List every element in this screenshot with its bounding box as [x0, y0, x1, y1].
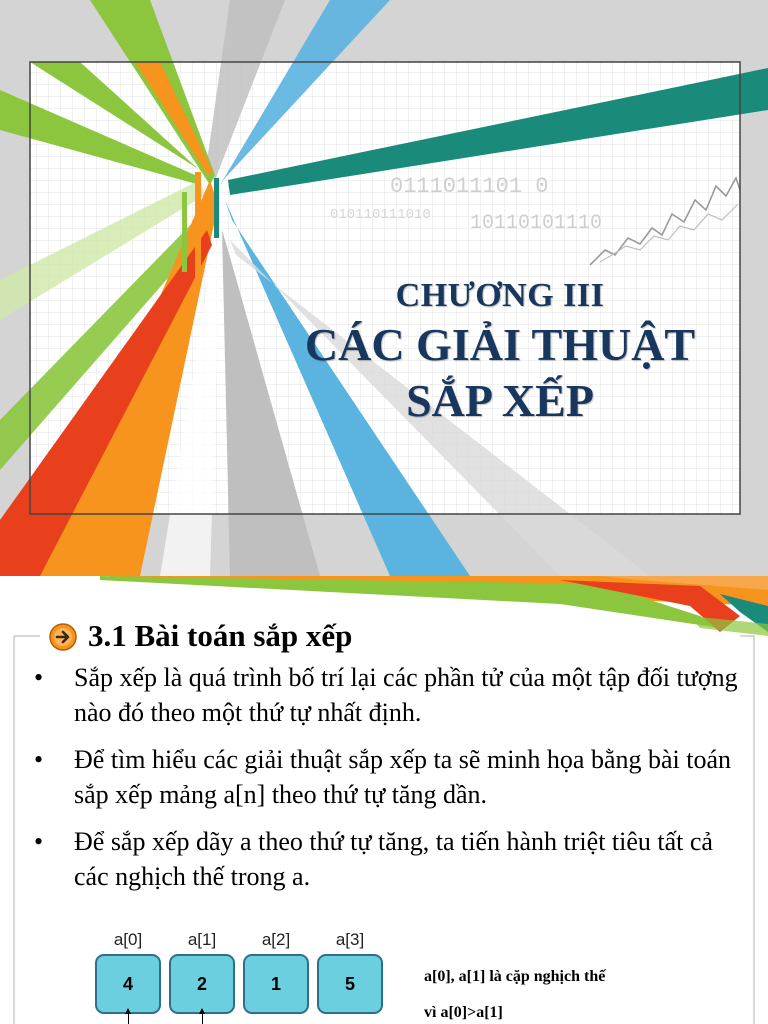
arrow-right-circle-icon — [48, 622, 78, 652]
array-cell: 5 — [317, 954, 383, 1014]
array-index-label: a[0] — [113, 930, 143, 949]
array-cell: 4 — [95, 954, 161, 1014]
binary-text-1: 0111011101 0 — [390, 174, 549, 199]
binary-text-2: 10110101110 — [470, 212, 603, 235]
bullet-list — [28, 660, 738, 906]
chapter-label: CHƯƠNG III — [395, 277, 605, 314]
title-block — [300, 276, 700, 428]
binary-text-3: 010110111010 — [330, 207, 431, 223]
bullet-dot: • — [34, 827, 44, 856]
inversion-note-line-1: a[0], a[1] là cặp nghịch thế — [424, 968, 606, 985]
array-cell: 2 — [169, 954, 235, 1014]
list-item — [28, 824, 738, 894]
section-heading-text: 3.1 Bài toán sắp xếp — [88, 618, 353, 653]
title-line-1: CÁC GIẢI THUẬT — [304, 319, 696, 370]
content-slide — [0, 576, 768, 1024]
pointer-arrow — [202, 1012, 203, 1024]
inversion-note-line-2: vì a[0]>a[1] — [424, 1004, 503, 1021]
array-index-label: a[3] — [335, 930, 365, 949]
bullet-text-3: Để sắp xếp dãy a theo thứ tự tăng, ta tiến hành triệt tiêu tất cả các nghịch thế trong a. — [74, 827, 713, 891]
list-item — [28, 660, 738, 730]
bullet-dot: • — [34, 745, 44, 774]
title-line-2: SẮP XẾP — [406, 375, 594, 426]
bullet-text-1: Sắp xếp là quá trình bố trí lại các phần tử của một tập đối tượng nào đó theo một thứ tự nhất định. — [74, 663, 738, 727]
array-index-label: a[1] — [187, 930, 217, 949]
pointer-arrow — [128, 1012, 129, 1024]
list-item — [28, 742, 738, 812]
array-cell: 1 — [243, 954, 309, 1014]
bullet-text-2: Để tìm hiểu các giải thuật sắp xếp ta sẽ minh họa bằng bài toán sắp xếp mảng a[n] theo thứ tự tăng dần. — [74, 745, 732, 809]
array-index-label: a[2] — [261, 930, 291, 949]
bullet-dot: • — [34, 663, 44, 692]
